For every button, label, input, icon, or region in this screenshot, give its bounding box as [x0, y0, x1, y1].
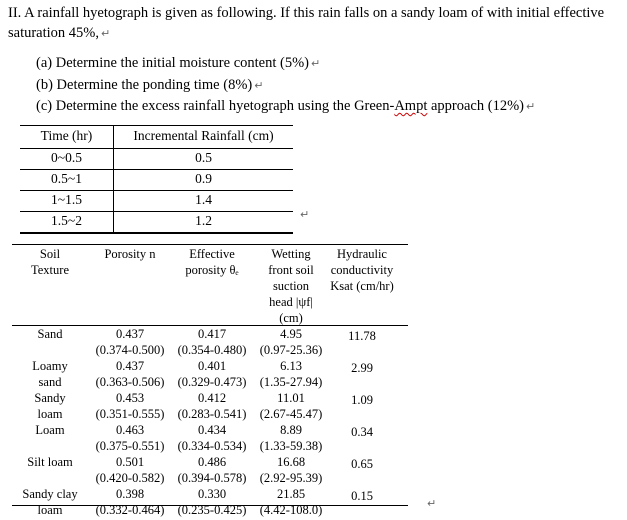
effective-porosity-cell: 0.434 (0.334-0.534)	[177, 423, 247, 453]
rainfall-cell: 0.9	[114, 170, 294, 191]
conductivity-cell: 11.78	[348, 329, 376, 343]
paragraph-mark-icon: ↵	[427, 497, 437, 510]
header-soil-texture: Soil Texture	[31, 247, 69, 277]
suction-head-cell: 6.13 (1.35-27.94)	[259, 359, 323, 389]
header-porosity: Porosity n	[104, 247, 156, 261]
effective-porosity-cell: 0.417 (0.354-0.480)	[177, 327, 247, 357]
rainfall-table	[20, 125, 293, 234]
effective-porosity-cell: 0.412 (0.283-0.541)	[177, 391, 247, 421]
table-row	[20, 149, 293, 170]
paragraph-mark-icon: ↵	[525, 100, 536, 113]
rainfall-cell: 1.4	[114, 191, 294, 212]
effective-porosity-cell: 0.330 (0.235-0.425)	[177, 487, 247, 517]
soil-texture-cell: Loamy sand	[32, 359, 68, 389]
porosity-cell: 0.437 (0.363-0.506)	[95, 359, 165, 389]
porosity-cell: 0.501 (0.420-0.582)	[95, 455, 165, 485]
time-cell: 1~1.5	[20, 191, 114, 212]
soil-texture-cell: Loam	[35, 423, 65, 437]
suction-head-cell: 16.68 (2.92-95.39)	[259, 455, 323, 485]
conductivity-cell: 1.09	[351, 393, 373, 407]
suction-head-cell: 11.01 (2.67-45.47)	[259, 391, 323, 421]
porosity-cell: 0.437 (0.374-0.500)	[95, 327, 165, 357]
paragraph-mark-icon: ↵	[101, 27, 111, 40]
soil-texture-cell: Sandy clay loam	[22, 487, 78, 517]
spellcheck-underline: Ampt	[394, 98, 428, 114]
conductivity-cell: 0.65	[351, 457, 373, 471]
rainfall-cell: 0.5	[114, 149, 294, 170]
problem-intro-text: II. A rainfall hyetograph is given as following. If this rain falls on a sandy loam of with initial effective saturation 45%,	[8, 5, 605, 41]
conductivity-cell: 2.99	[351, 361, 373, 375]
item-c-text: (c) Determine the excess rainfall hyetograph using the Green-Ampt approach (12%)	[36, 98, 524, 114]
effective-porosity-cell: 0.486 (0.394-0.578)	[177, 455, 247, 485]
time-cell: 0.5~1	[20, 170, 114, 191]
suction-head-cell: 4.95 (0.97-25.36)	[259, 327, 323, 357]
soil-texture-cell: Sand	[37, 327, 63, 341]
header-rainfall: Incremental Rainfall (cm)	[114, 126, 294, 149]
table-row	[20, 191, 293, 212]
table-row	[20, 170, 293, 191]
conductivity-cell: 0.15	[351, 489, 373, 503]
effective-porosity-cell: 0.401 (0.329-0.473)	[177, 359, 247, 389]
suction-head-cell: 21.85 (4.42-108.0)	[259, 487, 323, 517]
paragraph-mark-icon: ↵	[311, 57, 321, 70]
porosity-cell: 0.453 (0.351-0.555)	[95, 391, 165, 421]
problem-items	[36, 53, 535, 118]
conductivity-cell: 0.34	[351, 425, 373, 439]
porosity-cell: 0.463 (0.375-0.551)	[95, 423, 165, 453]
problem-intro	[8, 3, 620, 44]
header-conductivity: Hydraulic conductivity Ksat (cm/hr)	[330, 247, 394, 293]
suction-head-cell: 8.89 (1.33-59.38)	[259, 423, 323, 453]
time-cell: 1.5~2	[20, 212, 114, 234]
item-b-text: (b) Determine the ponding time (8%)	[36, 76, 253, 93]
time-cell: 0~0.5	[20, 149, 114, 170]
porosity-cell: 0.398 (0.332-0.464)	[95, 487, 165, 517]
header-suction-head: Wetting front soil suction head |ψf| (cm)	[268, 247, 314, 325]
table-top-rule	[12, 244, 408, 245]
soil-properties-table	[12, 244, 408, 517]
paragraph-mark-icon: ↵	[300, 208, 310, 221]
paragraph-mark-icon: ↵	[254, 78, 264, 92]
item-a-text: (a) Determine the initial moisture content (5%)	[36, 55, 309, 71]
table-row	[20, 212, 293, 234]
rainfall-cell: 1.2	[114, 212, 294, 234]
item-c	[36, 96, 535, 118]
item-b	[36, 75, 535, 97]
item-a	[36, 53, 535, 75]
soil-texture-cell: Sandy loam	[34, 391, 66, 421]
header-effective-porosity: Effective porosity θₑ	[185, 247, 239, 277]
header-time: Time (hr)	[20, 126, 114, 149]
soil-texture-cell: Silt loam	[27, 455, 73, 469]
rainfall-table-header	[20, 126, 293, 149]
